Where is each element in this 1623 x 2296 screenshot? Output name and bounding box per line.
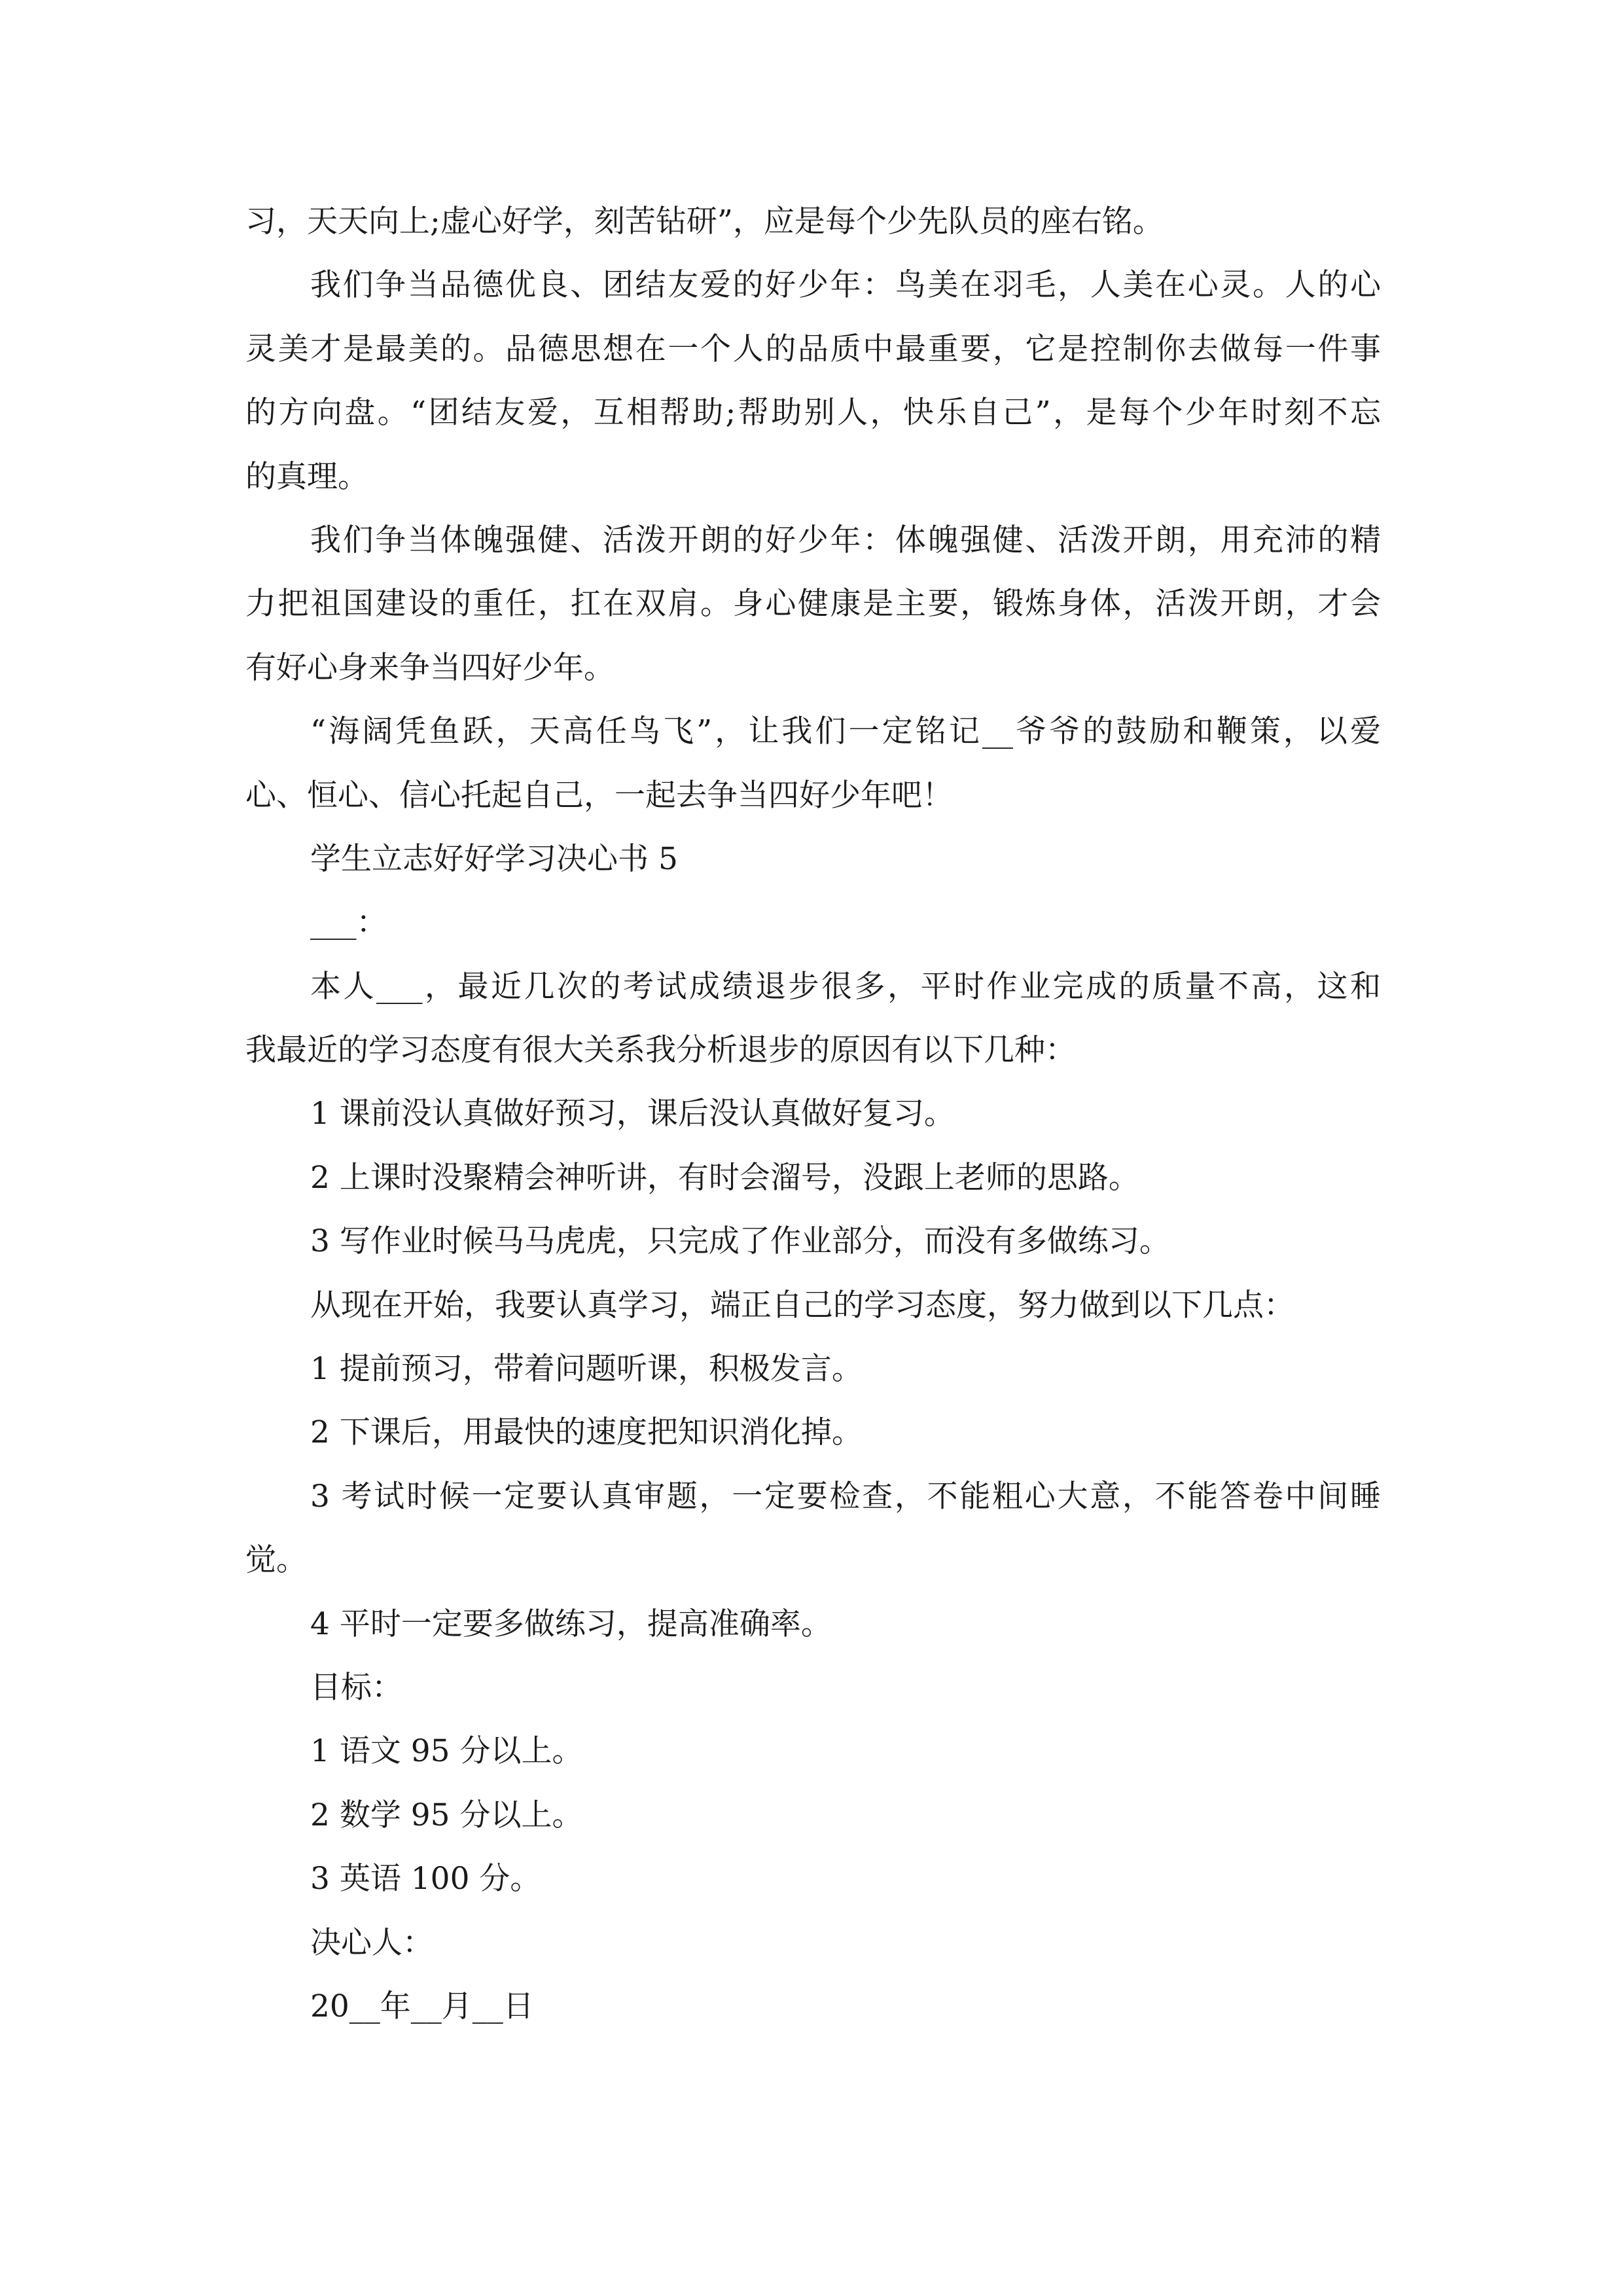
list-item: 2 下课后，用最快的速度把知识消化掉。: [310, 1414, 863, 1451]
list-item: 1 提前预习，带着问题听课，积极发言。: [310, 1351, 863, 1388]
signer-label: 决心人：: [310, 1924, 433, 1961]
text-line: 的真理。: [245, 458, 368, 495]
text-line: 我最近的学习态度有很大关系我分析退步的原因有以下几种：: [245, 1032, 1076, 1069]
text-line: 本人___，最近几次的考试成绩退步很多，平时作业完成的质量不高，这和: [310, 968, 1381, 1005]
text-line: 力把祖国建设的重任，扛在双肩。身心健康是主要，锻炼身体，活泼开朗，才会: [245, 586, 1381, 622]
text-line: 的方向盘。“团结友爱，互相帮助;帮助别人，快乐自己”，是每个少年时刻不忘: [245, 395, 1381, 431]
list-item: 1 课前没认真做好预习，课后没认真做好复习。: [310, 1096, 955, 1132]
text-line: “海阔凭鱼跃，天高任鸟飞”，让我们一定铭记__爷爷的鼓励和鞭策，以爱: [310, 713, 1381, 750]
list-item: 3 考试时候一定要认真审题，一定要检查，不能粗心大意，不能答卷中间睡: [310, 1478, 1381, 1515]
goals-heading: 目标：: [310, 1669, 402, 1706]
goal-item: 3 英语 100 分。: [310, 1861, 541, 1897]
salutation: ___：: [310, 905, 387, 941]
date-line: 20__年__月__日: [310, 1988, 534, 2024]
text-line: 从现在开始，我要认真学习，端正自己的学习态度，努力做到以下几点：: [310, 1287, 1294, 1323]
text-line: 觉。: [245, 1542, 307, 1579]
text-line: 我们争当品德优良、团结友爱的好少年：鸟美在羽毛，人美在心灵。人的心: [310, 267, 1381, 304]
section-title: 学生立志好好学习决心书 5: [310, 840, 678, 877]
text-line: 心、恒心、信心托起自己，一起去争当四好少年吧！: [245, 777, 953, 814]
text-line: 习，天天向上;虚心好学，刻苦钻研”，应是每个少先队员的座右铭。: [245, 204, 1164, 240]
list-item: 3 写作业时候马马虎虎，只完成了作业部分，而没有多做练习。: [310, 1223, 1170, 1260]
text-line: 我们争当体魄强健、活泼开朗的好少年：体魄强健、活泼开朗，用充沛的精: [310, 522, 1381, 558]
text-line: 灵美才是最美的。品德思想在一个人的品质中最重要，它是控制你去做每一件事: [245, 331, 1381, 367]
document-body: [245, 190, 1381, 2038]
list-item: 2 上课时没聚精会神听讲，有时会溜号，没跟上老师的思路。: [310, 1159, 1139, 1196]
text-line: 有好心身来争当四好少年。: [245, 649, 615, 686]
goal-item: 1 语文 95 分以上。: [310, 1733, 583, 1770]
goal-item: 2 数学 95 分以上。: [310, 1797, 583, 1833]
list-item: 4 平时一定要多做练习，提高准确率。: [310, 1605, 832, 1642]
